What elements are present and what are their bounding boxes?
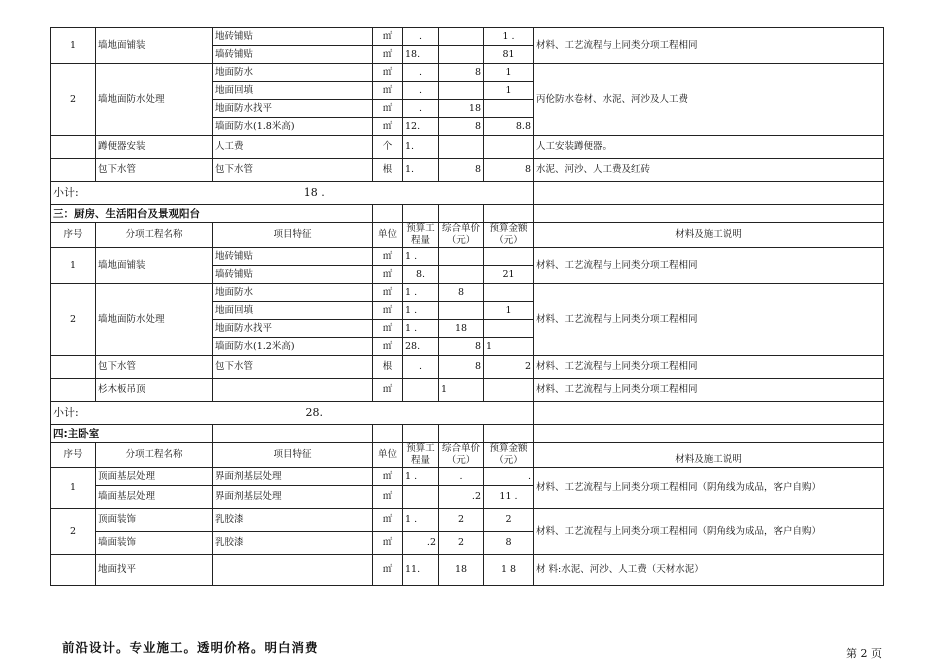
empty-cell xyxy=(373,205,403,223)
empty-cell xyxy=(213,425,373,443)
qty-cell: 1 . xyxy=(403,468,439,486)
seq-cell: 1 xyxy=(51,28,96,64)
note-cell: 材料、工艺流程与上同类分项工程相同 xyxy=(534,248,884,284)
header-qty: 预算工程量 xyxy=(403,443,439,468)
price-cell: 8 xyxy=(439,338,484,356)
unit-cell: ㎡ xyxy=(373,379,403,402)
qty-cell xyxy=(403,379,439,402)
price-cell: 8 xyxy=(439,118,484,136)
price-cell xyxy=(439,266,484,284)
qty-cell: 1 . xyxy=(403,248,439,266)
price-cell xyxy=(439,82,484,100)
note-cell: 丙伦防水卷材、水泥、河沙及人工费 xyxy=(534,64,884,136)
header-seq: 序号 xyxy=(51,443,96,468)
qty-cell: .2 xyxy=(403,532,439,555)
feature-cell: 乳胶漆 xyxy=(213,509,373,532)
amount-cell: 2 xyxy=(484,356,534,379)
note-cell: 材料、工艺流程与上同类分项工程相同 xyxy=(534,379,884,402)
subtotal-label: 小计: xyxy=(51,402,96,425)
header-note: 材料及施工说明 xyxy=(534,223,884,248)
price-cell xyxy=(439,248,484,266)
item-name-cell: 顶面装饰 xyxy=(96,509,213,532)
unit-cell: 个 xyxy=(373,136,403,159)
amount-cell: 1 xyxy=(484,82,534,100)
seq-cell xyxy=(51,159,96,182)
note-cell: 水泥、河沙、人工费及红砖 xyxy=(534,159,884,182)
amount-cell: 1 . xyxy=(484,28,534,46)
unit-cell: ㎡ xyxy=(373,100,403,118)
amount-cell: 11 . xyxy=(484,486,534,509)
amount-cell: 2 xyxy=(484,509,534,532)
amount-cell xyxy=(484,136,534,159)
unit-cell: 根 xyxy=(373,356,403,379)
feature-cell: 地砖铺贴 xyxy=(213,248,373,266)
empty-cell xyxy=(534,402,884,425)
feature-cell: 地面防水找平 xyxy=(213,100,373,118)
item-name-cell: 地面找平 xyxy=(96,555,213,586)
unit-cell: ㎡ xyxy=(373,555,403,586)
subtotal-value: 18 . xyxy=(96,182,534,205)
note-cell: 材料、工艺流程与上同类分项工程相同 xyxy=(534,284,884,356)
feature-cell: 包下水管 xyxy=(213,159,373,182)
subtotal-value: 28. xyxy=(96,402,534,425)
feature-cell xyxy=(213,555,373,586)
amount-cell: . xyxy=(484,468,534,486)
unit-cell: ㎡ xyxy=(373,284,403,302)
empty-cell xyxy=(439,425,484,443)
unit-cell: ㎡ xyxy=(373,248,403,266)
feature-cell xyxy=(213,379,373,402)
item-name-cell: 包下水管 xyxy=(96,159,213,182)
empty-cell xyxy=(439,205,484,223)
table-row xyxy=(51,159,884,182)
feature-cell: 人工费 xyxy=(213,136,373,159)
feature-cell: 界面剂基层处理 xyxy=(213,468,373,486)
feature-cell: 墙砖铺贴 xyxy=(213,266,373,284)
qty-cell: 1 . xyxy=(403,320,439,338)
unit-cell: ㎡ xyxy=(373,302,403,320)
price-cell: 8 xyxy=(439,284,484,302)
item-name-cell: 墙面装饰 xyxy=(96,532,213,555)
footer-slogan: 前沿设计。专业施工。透明价格。明白消费 xyxy=(62,640,319,655)
item-name-cell: 墙面基层处理 xyxy=(96,486,213,509)
table-row xyxy=(51,284,884,302)
budget-table xyxy=(50,27,884,586)
amount-cell: 1 8 xyxy=(484,555,534,586)
table-row xyxy=(51,248,884,266)
feature-cell: 地砖铺贴 xyxy=(213,28,373,46)
price-cell: 2 xyxy=(439,509,484,532)
amount-cell xyxy=(484,320,534,338)
header-price: 综合单价（元） xyxy=(439,443,484,468)
feature-cell: 地面回填 xyxy=(213,302,373,320)
table-row xyxy=(51,356,884,379)
amount-cell xyxy=(484,100,534,118)
price-cell: 8 xyxy=(439,64,484,82)
amount-cell: 8 xyxy=(484,159,534,182)
empty-cell xyxy=(373,425,403,443)
seq-cell: 2 xyxy=(51,509,96,555)
seq-cell: 1 xyxy=(51,248,96,284)
unit-cell: ㎡ xyxy=(373,28,403,46)
unit-cell: ㎡ xyxy=(373,118,403,136)
unit-cell: 根 xyxy=(373,159,403,182)
header-unit: 单位 xyxy=(373,443,403,468)
price-cell: 8 xyxy=(439,159,484,182)
header-row xyxy=(51,223,884,248)
table-row xyxy=(51,509,884,532)
amount-cell: 21 xyxy=(484,266,534,284)
header-seq: 序号 xyxy=(51,223,96,248)
empty-cell xyxy=(484,205,534,223)
header-amount: 预算金额（元） xyxy=(484,443,534,468)
price-cell: 18 xyxy=(439,320,484,338)
table-row xyxy=(51,64,884,82)
unit-cell: ㎡ xyxy=(373,266,403,284)
qty-cell: 11. xyxy=(403,555,439,586)
unit-cell: ㎡ xyxy=(373,338,403,356)
item-name-cell: 顶面基层处理 xyxy=(96,468,213,486)
item-name-cell: 包下水管 xyxy=(96,356,213,379)
amount-cell: 8 xyxy=(484,532,534,555)
seq-cell xyxy=(51,356,96,379)
header-feature: 项目特征 xyxy=(213,443,373,468)
seq-cell: 1 xyxy=(51,468,96,509)
note-cell: 材 料:水泥、河沙、人工费（天材水泥） xyxy=(534,555,884,586)
seq-cell xyxy=(51,555,96,586)
unit-cell: ㎡ xyxy=(373,82,403,100)
qty-cell: . xyxy=(403,82,439,100)
table-row xyxy=(51,555,884,586)
unit-cell: ㎡ xyxy=(373,46,403,64)
price-cell: 2 xyxy=(439,532,484,555)
subtotal-row xyxy=(51,402,884,425)
header-note: 材料及施工说明 xyxy=(534,443,884,468)
note-cell: 材料、工艺流程与上同类分项工程相同（阴角线为成品，客户自购） xyxy=(534,509,884,555)
note-cell: 材料、工艺流程与上同类分项工程相同（阴角线为成品，客户自购） xyxy=(534,468,884,509)
seq-cell xyxy=(51,136,96,159)
feature-cell: 地面防水找平 xyxy=(213,320,373,338)
table-row xyxy=(51,28,884,46)
price-cell xyxy=(439,136,484,159)
empty-cell xyxy=(534,205,884,223)
amount-cell: 81 xyxy=(484,46,534,64)
qty-cell: 1. xyxy=(403,159,439,182)
empty-cell xyxy=(534,182,884,205)
price-cell: .2 xyxy=(439,486,484,509)
item-name-cell: 墙地面铺装 xyxy=(96,248,213,284)
feature-cell: 墙面防水(1.2米高) xyxy=(213,338,373,356)
item-name-cell: 蹲便器安装 xyxy=(96,136,213,159)
qty-cell: 28. xyxy=(403,338,439,356)
qty-cell: 1 . xyxy=(403,284,439,302)
unit-cell: ㎡ xyxy=(373,64,403,82)
note-cell: 材料、工艺流程与上同类分项工程相同 xyxy=(534,356,884,379)
item-name-cell: 墙地面防水处理 xyxy=(96,64,213,136)
feature-cell: 界面剂基层处理 xyxy=(213,486,373,509)
header-unit: 单位 xyxy=(373,223,403,248)
header-feature: 项目特征 xyxy=(213,223,373,248)
amount-cell xyxy=(484,379,534,402)
unit-cell: ㎡ xyxy=(373,320,403,338)
feature-cell: 包下水管 xyxy=(213,356,373,379)
item-name-cell: 杉木板吊顶 xyxy=(96,379,213,402)
price-cell: 1 xyxy=(439,379,484,402)
amount-cell: 1 xyxy=(484,64,534,82)
amount-cell: 1 xyxy=(484,338,534,356)
subtotal-label: 小计: xyxy=(51,182,96,205)
seq-cell: 2 xyxy=(51,64,96,136)
qty-cell: . xyxy=(403,64,439,82)
seq-cell: 2 xyxy=(51,284,96,356)
amount-cell: 8.8 xyxy=(484,118,534,136)
price-cell xyxy=(439,28,484,46)
item-name-cell: 墙地面防水处理 xyxy=(96,284,213,356)
feature-cell: 墙砖铺贴 xyxy=(213,46,373,64)
amount-cell: 1 xyxy=(484,302,534,320)
feature-cell: 墙面防水(1.8米高) xyxy=(213,118,373,136)
price-cell xyxy=(439,302,484,320)
table-row xyxy=(51,468,884,486)
empty-cell xyxy=(403,425,439,443)
price-cell: 18 xyxy=(439,555,484,586)
amount-cell xyxy=(484,248,534,266)
empty-cell xyxy=(403,205,439,223)
section-title-row xyxy=(51,205,884,223)
note-cell: 材料、工艺流程与上同类分项工程相同 xyxy=(534,28,884,64)
page-number: 第 2 页 xyxy=(846,647,882,660)
feature-cell: 地面防水 xyxy=(213,64,373,82)
unit-cell: ㎡ xyxy=(373,468,403,486)
unit-cell: ㎡ xyxy=(373,486,403,509)
seq-cell xyxy=(51,379,96,402)
price-cell: . xyxy=(439,468,484,486)
feature-cell: 地面回填 xyxy=(213,82,373,100)
price-cell: 18 xyxy=(439,100,484,118)
qty-cell: . xyxy=(403,100,439,118)
table-row xyxy=(51,379,884,402)
unit-cell: ㎡ xyxy=(373,532,403,555)
qty-cell: 8. xyxy=(403,266,439,284)
qty-cell: . xyxy=(403,356,439,379)
feature-cell: 地面防水 xyxy=(213,284,373,302)
price-cell xyxy=(439,46,484,64)
qty-cell: 1 . xyxy=(403,302,439,320)
note-cell: 人工安装蹲便器。 xyxy=(534,136,884,159)
amount-cell xyxy=(484,284,534,302)
unit-cell: ㎡ xyxy=(373,509,403,532)
table-row xyxy=(51,136,884,159)
header-name: 分项工程名称 xyxy=(96,443,213,468)
header-amount: 预算金额（元） xyxy=(484,223,534,248)
header-price: 综合单价（元） xyxy=(439,223,484,248)
feature-cell: 乳胶漆 xyxy=(213,532,373,555)
qty-cell xyxy=(403,486,439,509)
header-qty: 预算工程量 xyxy=(403,223,439,248)
header-row xyxy=(51,443,884,468)
subtotal-row xyxy=(51,182,884,205)
price-cell: 8 xyxy=(439,356,484,379)
qty-cell: 18. xyxy=(403,46,439,64)
qty-cell: 1 . xyxy=(403,509,439,532)
item-name-cell: 墙地面铺装 xyxy=(96,28,213,64)
qty-cell: 1. xyxy=(403,136,439,159)
empty-cell xyxy=(534,425,884,443)
qty-cell: . xyxy=(403,28,439,46)
empty-cell xyxy=(484,425,534,443)
qty-cell: 12. xyxy=(403,118,439,136)
header-name: 分项工程名称 xyxy=(96,223,213,248)
section-title-row xyxy=(51,425,884,443)
section-title: 三：厨房、生活阳台及景观阳台 xyxy=(51,205,373,223)
section-title: 四:主卧室 xyxy=(51,425,213,443)
